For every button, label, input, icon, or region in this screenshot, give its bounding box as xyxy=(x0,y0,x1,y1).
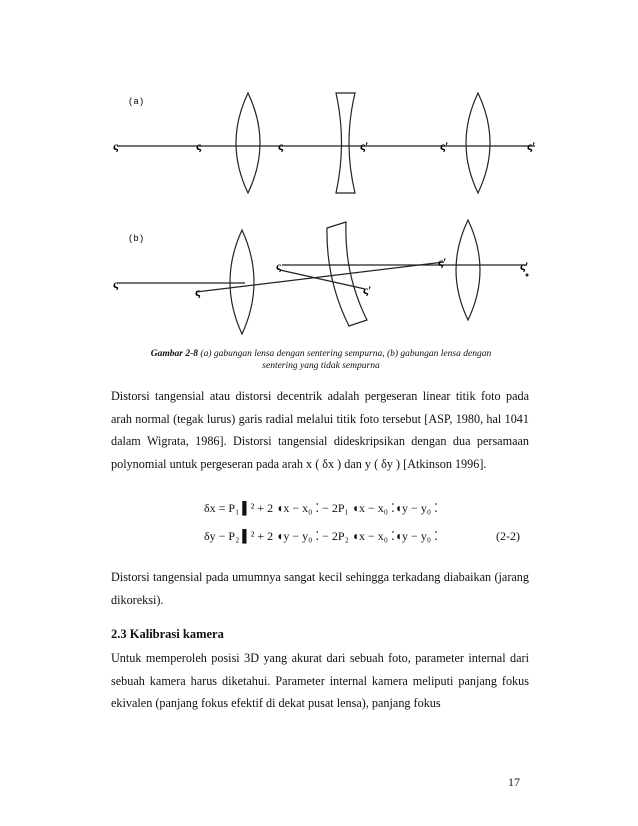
paragraph-tangential-distortion: Distorsi tangensial atau distorsi decentrik adalah pergeseran linear titik foto pada arah normal (tegak lurus) garis radial melalui titik foto tersebut [ASP, 1980, hal 1041 dalam Wigrata, 1986]. Distorsi tangensial dideskripsikan dengan dua persamaan polynomial untuk pergeseran pada arah x ( δx ) dan y ( δy ) [Atkinson 1996]. xyxy=(111,389,529,471)
svg-text:ς′: ς′ xyxy=(440,139,449,153)
equation-dy: δy − P₂ ▌² + 2 ◖y − y₀ ⁚ − 2P₂ ◖x − x₀ ⁚◖y − y₀ ⁚ xyxy=(204,529,438,543)
page-number: 17 xyxy=(508,775,520,789)
lens-diagram xyxy=(0,0,638,340)
paragraph-camera-calibration: Untuk memperoleh posisi 3D yang akurat dari sebuah foto, parameter internal dari sebuah kamera harus diketahui. Parameter internal kamera meliputi panjang fokus ekivalen (panjang fokus efektif di dekat pusat lensa), panjang fokus xyxy=(111,651,529,711)
ray-b1 xyxy=(196,262,444,292)
svg-text:ς′: ς′ xyxy=(360,139,369,153)
convex-lens-a2 xyxy=(466,93,490,193)
svg-text:ς: ς xyxy=(113,139,119,153)
convex-lens-a1 xyxy=(236,93,260,193)
svg-text:ς′: ς′ xyxy=(527,139,536,153)
svg-text:ς: ς xyxy=(276,259,282,273)
svg-text:ς: ς xyxy=(113,277,119,291)
paragraph-small-distortion: Distorsi tangensial pada umumnya sangat kecil sehingga terkadang diabaikan (jarang dikoreksi). xyxy=(111,570,529,607)
equation-dx: δx = P₁ ▌² + 2 ◖x − x₀ ⁚ − 2P₁ ◖x − x₀ ⁚◖y − y₀ ⁚ xyxy=(204,501,438,515)
convex-lens-b2 xyxy=(456,220,480,320)
svg-text:ς: ς xyxy=(278,139,284,153)
caption-label: Gambar 2-8 xyxy=(150,349,199,359)
caption-line2: sentering yang tidak sempurna xyxy=(262,361,380,371)
figure-caption xyxy=(96,348,546,372)
svg-text:ς′: ς′ xyxy=(438,255,447,269)
concave-lens-a xyxy=(336,93,355,193)
equation-number: (2-2) xyxy=(496,529,520,543)
svg-text:ς′: ς′ xyxy=(363,283,372,297)
section-heading: 2.3 Kalibrasi kamera xyxy=(111,627,224,641)
panel-a-label: (a) xyxy=(128,97,145,107)
convex-lens-b1 xyxy=(230,230,254,334)
panel-b-label: (b) xyxy=(128,234,145,244)
svg-text:ς′: ς′ xyxy=(520,259,529,273)
end-point-b xyxy=(526,274,529,277)
svg-text:ς: ς xyxy=(195,285,201,299)
svg-text:ς: ς xyxy=(196,139,202,153)
caption-line1: (a) gabungan lensa dengan sentering sempurna, (b) gabungan lensa dengan xyxy=(200,349,492,359)
